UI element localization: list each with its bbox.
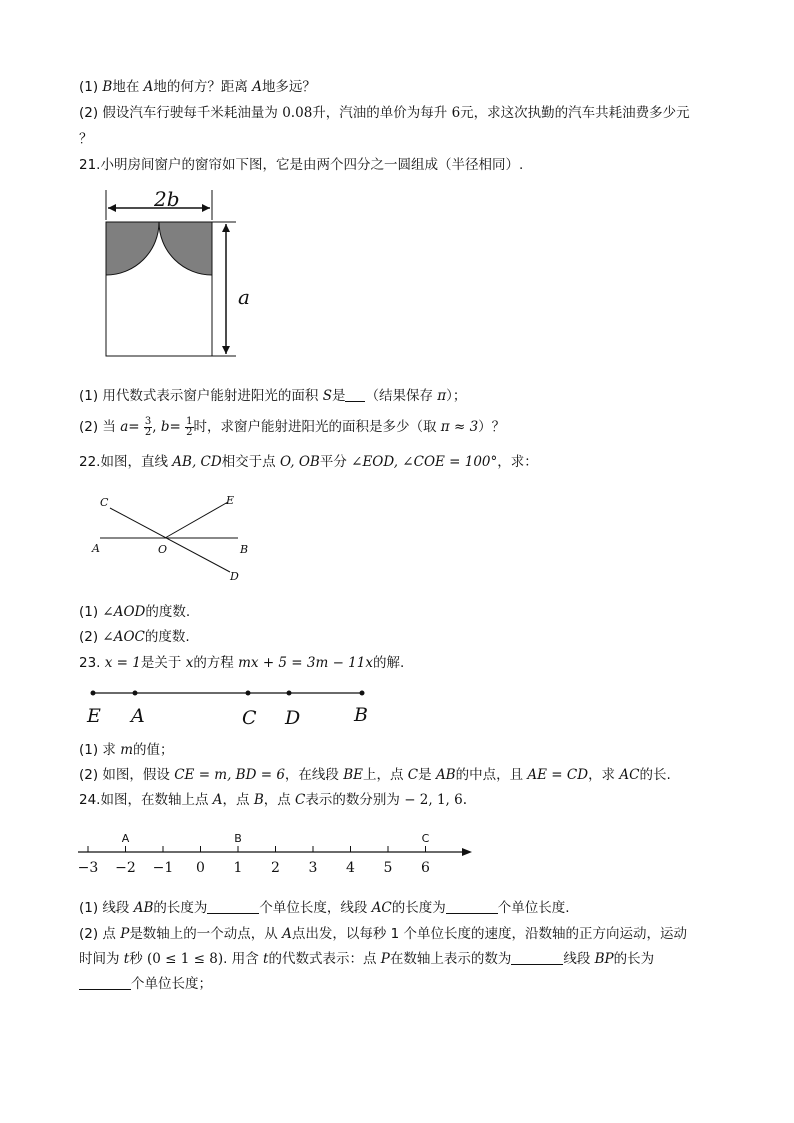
q24-part1: (1) 线段 AB的长度为 个单位长度，线段 AC的长度为 个单位长度. bbox=[79, 900, 570, 916]
q23-label-e: E bbox=[87, 705, 101, 727]
q24-stem: 24.如图，在数轴上点 A，点 B，点 C表示的数分别为 − 2, 1, 6. bbox=[79, 792, 468, 808]
number-line-point-b: B bbox=[234, 832, 242, 845]
number-line-point-a: A bbox=[121, 832, 130, 845]
q21-part1: (1) 用代数式表示窗户能射进阳光的面积 S是 （结果保存 π）； bbox=[79, 388, 467, 404]
q24-part2: (2) 点 P是数轴上的一个动点，从 A点出发，以每秒 1 个单位长度的速度，沿数轴的正方向运动，运动 bbox=[79, 926, 688, 942]
number-line-tick-label: 0 bbox=[196, 860, 205, 876]
q23-point-e bbox=[91, 691, 96, 696]
q22-stem: 22.如图，直线 AB, CD相交于点 O, OB平分 ∠EOD, ∠COE = 100°，求： bbox=[79, 454, 538, 470]
number-line-tick-label: 1 bbox=[233, 860, 243, 876]
fraction-1-2: $\frac{1}{2}$ bbox=[186, 415, 193, 438]
q22-part1: (1) ∠AOD的度数. bbox=[79, 604, 191, 620]
number-line-tick-label: 3 bbox=[308, 860, 318, 876]
number-line-point-c: C bbox=[421, 832, 430, 845]
q20-part2: (2) 假设汽车行驶每千米耗油量为 0.08升，汽油的单价为每升 6元，求这次执勤的汽车共耗油费多少元 bbox=[79, 105, 690, 121]
q21-height-label: a bbox=[238, 285, 250, 309]
number-line-tick-label: 4 bbox=[346, 860, 355, 876]
q23-point-a bbox=[133, 691, 138, 696]
q22-label-d: D bbox=[230, 570, 239, 583]
q23-part1: (1) 求 m的值； bbox=[79, 742, 174, 758]
q22-label-o: O bbox=[158, 543, 168, 556]
q23-part2: (2) 如图，假设 CE = m, BD = 6，在线段 BE上，点 C是 AB的中点，且 AE = CD，求 AC的长. bbox=[79, 767, 671, 783]
q23-stem: 23. x = 1是关于 x的方程 mx + 5 = 3m − 11x的解. bbox=[79, 655, 405, 671]
q24-ac-blank[interactable] bbox=[446, 901, 498, 914]
number-line-arrow bbox=[462, 848, 472, 856]
q23-point-c bbox=[246, 691, 251, 696]
q23-point-b bbox=[360, 691, 365, 696]
q23-point-d bbox=[287, 691, 292, 696]
fraction-3-2: $\frac{3}{2}$ bbox=[144, 415, 152, 438]
q22-label-c: C bbox=[100, 496, 109, 509]
q21-part2: (2) 当 a= $\frac{3}{2}$ , b= $\frac{1}{2}$ 时，求窗户能射进阳光的面积是多少（取 π ≈ 3）？ bbox=[79, 415, 506, 438]
q23-label-b: B bbox=[354, 704, 368, 726]
q21-width-label: 2b bbox=[154, 187, 180, 211]
q22-label-a: A bbox=[92, 542, 100, 555]
number-line-tick-label: 2 bbox=[271, 860, 280, 876]
q23-label-d: D bbox=[285, 707, 301, 729]
q22-label-e: E bbox=[226, 494, 235, 507]
q24-part2-line3: 个单位长度； bbox=[79, 975, 212, 993]
q21-window-figure bbox=[94, 184, 254, 364]
q23-segment-figure bbox=[84, 684, 384, 730]
q23-label-a: A bbox=[131, 705, 145, 727]
q24-number-line bbox=[70, 826, 480, 880]
q20-part2-cont: ？ bbox=[79, 131, 93, 147]
q20-part1: (1) B地在 A地的何方？距离 A地多远？ bbox=[79, 79, 316, 95]
q24-ab-blank[interactable] bbox=[207, 901, 259, 914]
q24-part2-line2: 时间为 t秒 (0 ≤ 1 ≤ 8). 用含 t的代数式表示：点 P在数轴上表示的数为 线段 BP的长为 bbox=[79, 951, 655, 967]
q21-left-curtain bbox=[106, 222, 159, 275]
number-line-tick-label: −2 bbox=[115, 860, 136, 876]
number-line-tick-label: −3 bbox=[77, 860, 99, 876]
number-line-tick-label: 6 bbox=[421, 860, 430, 876]
q24-p-position-blank[interactable] bbox=[511, 952, 563, 965]
q21-answer-blank[interactable] bbox=[345, 389, 365, 402]
number-line-tick-label: −1 bbox=[152, 860, 174, 876]
q23-label-c: C bbox=[242, 707, 257, 729]
number-line-tick-label: 5 bbox=[383, 860, 393, 876]
q22-angle-figure bbox=[88, 490, 258, 590]
q21-right-curtain bbox=[159, 222, 212, 275]
q21-stem: 21.小明房间窗户的窗帘如下图，它是由两个四分之一圆组成（半径相同）. bbox=[79, 157, 524, 173]
q24-bp-blank[interactable] bbox=[79, 977, 131, 990]
q22-part2: (2) ∠AOC的度数. bbox=[79, 629, 190, 645]
q22-label-b: B bbox=[240, 543, 249, 556]
